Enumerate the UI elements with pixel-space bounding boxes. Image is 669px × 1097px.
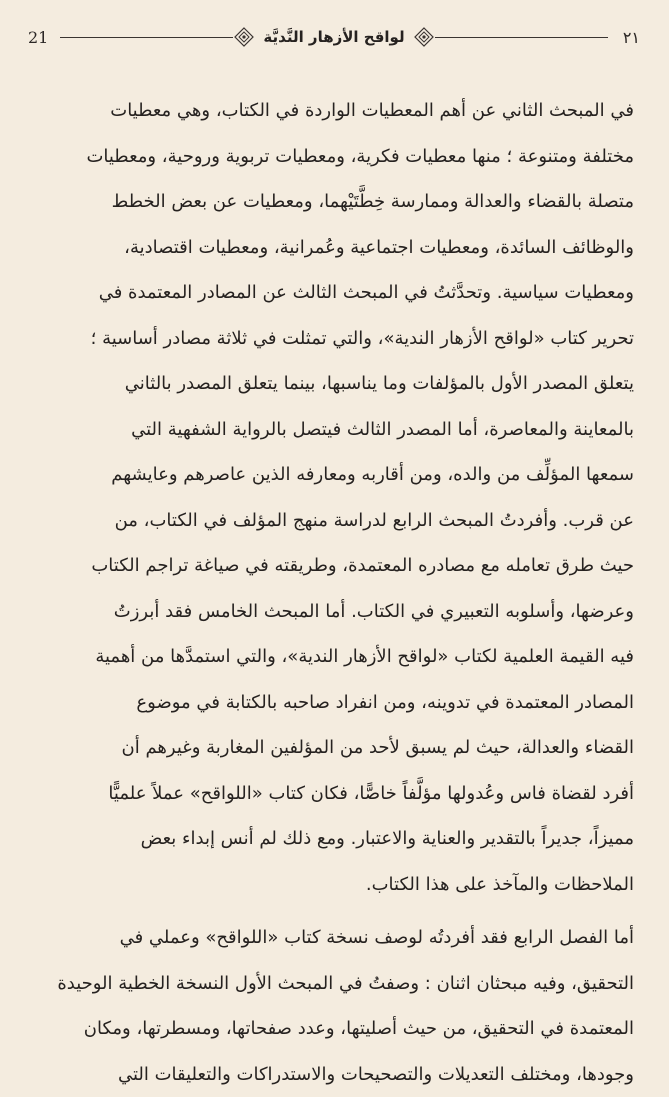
text-line: في المبحث الثاني عن أهم المعطيات الواردة في الكتاب، وهي معطيات (34, 88, 634, 134)
text-line: عن قرب. وأفردتُ المبحث الرابع لدراسة منهج المؤلف في الكتاب، من (34, 498, 634, 544)
page-header (28, 22, 640, 52)
text-line: وجودها، ومختلف التعديلات والتصحيحات والاستدراكات والتعليقات التي (34, 1052, 634, 1097)
text-line: حيث طرق تعامله مع مصادره المعتمدة، وطريقته في صياغة تراجم الكتاب (34, 543, 634, 589)
text-line: التحقيق، وفيه مبحثان اثنان : وصفتُ في المبحث الأول النسخة الخطية الوحيدة (34, 961, 634, 1007)
text-line: مميزاً، جديراً بالتقدير والعناية والاعتبار. ومع ذلك لم أنس إبداء بعض (34, 816, 634, 862)
header-rule (60, 26, 608, 48)
body-text (34, 88, 634, 1097)
text-line: فيه القيمة العلمية لكتاب «لواقح الأزهار الندية»، والتي استمدَّها من أهمية (34, 634, 634, 680)
text-line: الملاحظات والمآخذ على هذا الكتاب. (34, 862, 634, 908)
page-number-arabic: ٢١ (608, 28, 640, 47)
text-line: يتعلق المصدر الأول بالمؤلفات وما يناسبها، بينما يتعلق المصدر بالثاني (34, 361, 634, 407)
header-rule-line-right (435, 37, 608, 38)
text-line: مختلفة ومتنوعة ؛ منها معطيات فكرية، ومعطيات تربوية وروحية، ومعطيات (34, 134, 634, 180)
text-line: القضاء والعدالة، حيث لم يسبق لأحد من المؤلفين المغاربة وغيرهم أن (34, 725, 634, 771)
text-line: تحرير كتاب «لواقح الأزهار الندية»، والتي تمثلت في ثلاثة مصادر أساسية ؛ (34, 316, 634, 362)
paragraph (34, 88, 634, 907)
text-line: بالمعاينة والمعاصرة، أما المصدر الثالث فيتصل بالرواية الشفهية التي (34, 407, 634, 453)
ornament-icon (413, 26, 435, 48)
paragraph (34, 915, 634, 1097)
page-number-latin: 21 (28, 28, 60, 47)
text-line: متصلة بالقضاء والعدالة وممارسة خِطَّتَيْهما، ومعطيات عن بعض الخطط (34, 179, 634, 225)
text-line: أفرد لقضاة فاس وعُدولها مؤلَّفاً خاصًّا، فكان كتاب «اللواقح» عملاً علميًّا (34, 771, 634, 817)
text-line: أما الفصل الرابع فقد أفردتُه لوصف نسخة كتاب «اللواقح» وعملي في (34, 915, 634, 961)
text-line: ومعطيات سياسية. وتحدَّثتُ في المبحث الثالث عن المصادر المعتمدة في (34, 270, 634, 316)
text-line: سمعها المؤلِّف من والده، ومن أقاربه ومعارفه الذين عاصرهم وعايشهم (34, 452, 634, 498)
header-rule-line-left (60, 37, 233, 38)
text-line: وعرضها، وأسلوبه التعبيري في الكتاب. أما المبحث الخامس فقد أبرزتُ (34, 589, 634, 635)
ornament-icon (233, 26, 255, 48)
running-title: لواقح الأزهار النَّديَّة (255, 28, 412, 46)
text-line: المعتمدة في التحقيق، من حيث أصليتها، وعدد صفحاتها، ومسطرتها، ومكان (34, 1006, 634, 1052)
text-line: المصادر المعتمدة في تدوينه، ومن انفراد صاحبه بالكتابة في موضوع (34, 680, 634, 726)
text-line: والوظائف السائدة، ومعطيات اجتماعية وعُمرانية، ومعطيات اقتصادية، (34, 225, 634, 271)
